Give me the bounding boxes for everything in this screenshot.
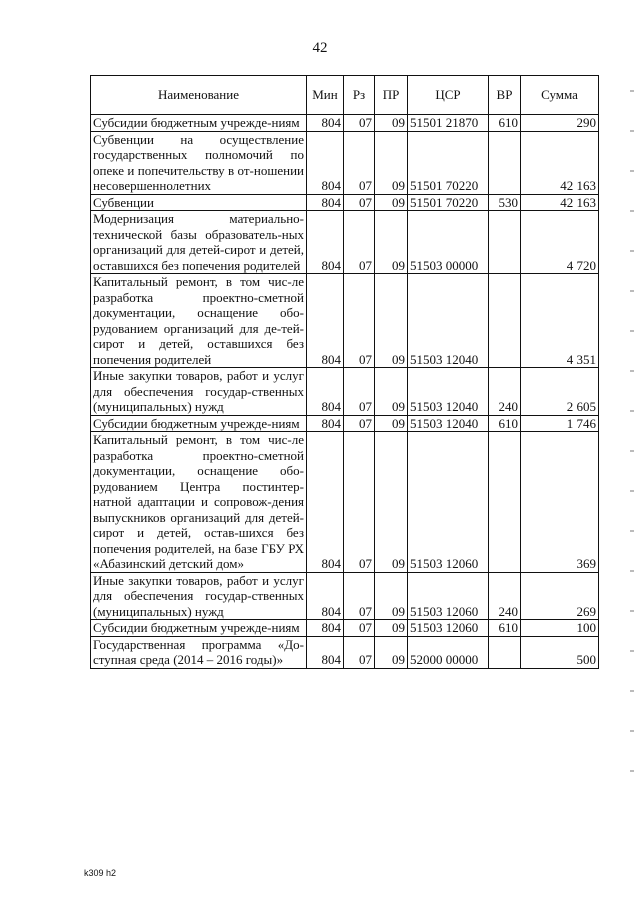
row-csr: 51503 12060 bbox=[408, 572, 489, 620]
row-name: Иные закупки товаров, работ и услуг для обеспечения государ-ственных (муниципальных) нужд bbox=[91, 572, 307, 620]
row-vr: 610 bbox=[489, 620, 521, 637]
scan-margin-marks bbox=[630, 90, 634, 790]
row-csr: 51501 21870 bbox=[408, 115, 489, 132]
table-row bbox=[91, 211, 599, 274]
table-header-row bbox=[91, 76, 599, 115]
table-row bbox=[91, 194, 599, 211]
row-vr bbox=[489, 274, 521, 368]
row-csr: 51503 12060 bbox=[408, 620, 489, 637]
row-rz: 07 bbox=[344, 415, 375, 432]
row-pr: 09 bbox=[375, 194, 408, 211]
row-pr: 09 bbox=[375, 415, 408, 432]
row-sum: 1 746 bbox=[521, 415, 599, 432]
row-min: 804 bbox=[307, 368, 344, 416]
row-rz: 07 bbox=[344, 636, 375, 668]
row-pr: 09 bbox=[375, 211, 408, 274]
header-vr: ВР bbox=[489, 76, 521, 115]
row-rz: 07 bbox=[344, 368, 375, 416]
row-csr: 51501 70220 bbox=[408, 131, 489, 194]
row-sum: 4 720 bbox=[521, 211, 599, 274]
header-min: Мин bbox=[307, 76, 344, 115]
row-name: Субсидии бюджетным учрежде-ниям bbox=[91, 620, 307, 637]
row-pr: 09 bbox=[375, 572, 408, 620]
row-min: 804 bbox=[307, 572, 344, 620]
row-sum: 42 163 bbox=[521, 194, 599, 211]
row-name: Государственная программа «До-ступная среда (2014 – 2016 годы)» bbox=[91, 636, 307, 668]
row-vr: 530 bbox=[489, 194, 521, 211]
row-name: Иные закупки товаров, работ и услуг для обеспечения государ-ственных (муниципальных) нужд bbox=[91, 368, 307, 416]
table-row bbox=[91, 636, 599, 668]
row-vr: 240 bbox=[489, 368, 521, 416]
row-csr: 51501 70220 bbox=[408, 194, 489, 211]
row-min: 804 bbox=[307, 432, 344, 573]
row-sum: 2 605 bbox=[521, 368, 599, 416]
row-min: 804 bbox=[307, 115, 344, 132]
row-min: 804 bbox=[307, 620, 344, 637]
row-vr: 240 bbox=[489, 572, 521, 620]
footer-code: k309 h2 bbox=[84, 868, 117, 878]
row-pr: 09 bbox=[375, 115, 408, 132]
row-rz: 07 bbox=[344, 211, 375, 274]
header-rz: Рз bbox=[344, 76, 375, 115]
row-name: Капитальный ремонт, в том чис-ле разработка проектно-сметной документации, оснащение обо-рудованием организаций для де-тей-сирот и детей, оставшихся без попечения родителей bbox=[91, 274, 307, 368]
row-name: Субвенции bbox=[91, 194, 307, 211]
row-min: 804 bbox=[307, 211, 344, 274]
header-sum: Сумма bbox=[521, 76, 599, 115]
row-min: 804 bbox=[307, 274, 344, 368]
row-csr: 51503 12040 bbox=[408, 274, 489, 368]
row-csr: 51503 12040 bbox=[408, 368, 489, 416]
row-sum: 42 163 bbox=[521, 131, 599, 194]
row-rz: 07 bbox=[344, 620, 375, 637]
row-sum: 269 bbox=[521, 572, 599, 620]
table-row bbox=[91, 368, 599, 416]
table-row bbox=[91, 620, 599, 637]
table-row bbox=[91, 432, 599, 573]
row-csr: 51503 00000 bbox=[408, 211, 489, 274]
row-rz: 07 bbox=[344, 131, 375, 194]
row-sum: 100 bbox=[521, 620, 599, 637]
budget-table bbox=[90, 75, 599, 669]
header-name: Наименование bbox=[91, 76, 307, 115]
row-min: 804 bbox=[307, 194, 344, 211]
header-pr: ПР bbox=[375, 76, 408, 115]
row-vr bbox=[489, 131, 521, 194]
row-pr: 09 bbox=[375, 274, 408, 368]
row-csr: 52000 00000 bbox=[408, 636, 489, 668]
row-rz: 07 bbox=[344, 115, 375, 132]
table-row bbox=[91, 131, 599, 194]
row-name: Субвенции на осуществление государственных полномочий по опеке и попечительству в от-ношении несовершеннолетних bbox=[91, 131, 307, 194]
row-vr bbox=[489, 211, 521, 274]
table-row bbox=[91, 572, 599, 620]
row-vr bbox=[489, 636, 521, 668]
row-csr: 51503 12040 bbox=[408, 415, 489, 432]
row-min: 804 bbox=[307, 415, 344, 432]
row-rz: 07 bbox=[344, 194, 375, 211]
row-rz: 07 bbox=[344, 432, 375, 573]
row-rz: 07 bbox=[344, 274, 375, 368]
table-row bbox=[91, 415, 599, 432]
row-name: Модернизация материально-технической базы образователь-ных организаций для детей-сирот и детей, оставшихся без попечения родителей bbox=[91, 211, 307, 274]
table-body bbox=[91, 115, 599, 669]
row-vr: 610 bbox=[489, 415, 521, 432]
row-name: Капитальный ремонт, в том чис-ле разработка проектно-сметной документации, оснащение обо-рудованием Центра постинтер-натной адаптации и сопровож-дения выпускников организаций для детей-сирот и детей, остав-шихся без попечения родителей, на базе ГБУ РХ «Абазинский детский дом» bbox=[91, 432, 307, 573]
row-rz: 07 bbox=[344, 572, 375, 620]
row-min: 804 bbox=[307, 131, 344, 194]
row-pr: 09 bbox=[375, 131, 408, 194]
row-pr: 09 bbox=[375, 636, 408, 668]
row-pr: 09 bbox=[375, 368, 408, 416]
table-row bbox=[91, 274, 599, 368]
row-pr: 09 bbox=[375, 432, 408, 573]
row-name: Субсидии бюджетным учрежде-ниям bbox=[91, 415, 307, 432]
row-csr: 51503 12060 bbox=[408, 432, 489, 573]
row-sum: 500 bbox=[521, 636, 599, 668]
row-sum: 4 351 bbox=[521, 274, 599, 368]
row-name: Субсидии бюджетным учрежде-ниям bbox=[91, 115, 307, 132]
row-vr: 610 bbox=[489, 115, 521, 132]
row-vr bbox=[489, 432, 521, 573]
row-sum: 290 bbox=[521, 115, 599, 132]
row-pr: 09 bbox=[375, 620, 408, 637]
row-sum: 369 bbox=[521, 432, 599, 573]
table-row bbox=[91, 115, 599, 132]
page-number: 42 bbox=[312, 40, 328, 56]
header-csr: ЦСР bbox=[408, 76, 489, 115]
row-min: 804 bbox=[307, 636, 344, 668]
